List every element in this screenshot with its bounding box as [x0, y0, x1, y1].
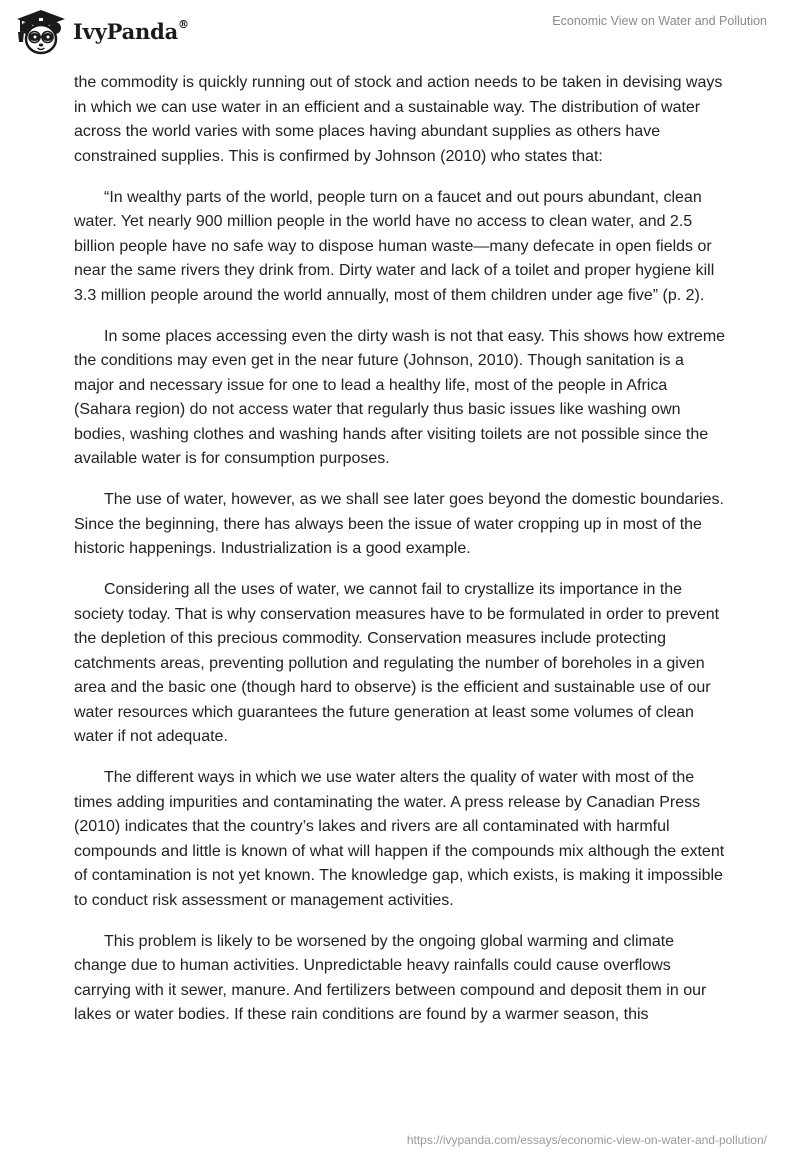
paragraph-1: the commodity is quickly running out of stock and action needs to be taken in devising ways in which we can use water in an efficient and a sustainable way. The distribution of water across the world varies with some places having abundant supplies as others have constrained supplies. This is confirmed by Johnson (2010) who states that:: [74, 74, 723, 165]
paragraph-7: This problem is likely to be worsened by the ongoing global warming and climate change due to human activities. Unpredictable heavy rainfalls could cause overflows carrying with it sewer, manure. And fertilizers between compound and deposit them in our lakes or water bodies. If these rain conditions are found by a warmer season, this: [74, 932, 707, 1023]
paragraph-3: In some places accessing even the dirty wash is not that easy. This shows how extreme the conditions may even get in the near future (Johnson, 2010). Though sanitation is a major and necessary issue for one to lead a healthy life, most of the people in Africa (Sahara region) do not access water that regularly thus basic issues like washing own bodies, washing clothes and washing hands after visiting toilets are not possible since the available water is for consumption purposes.: [74, 327, 726, 467]
paragraph-4: The use of water, however, as we shall see later goes beyond the domestic boundaries. Since the beginning, there has always been the issue of water cropping up in most of the historic happenings. Industrialization is a good example.: [74, 491, 724, 557]
brand-name: IvyPanda®: [73, 17, 189, 44]
source-url[interactable]: https://ivypanda.com/essays/economic-view-on-water-and-pollution/: [406, 1133, 767, 1147]
document-title: Economic View on Water and Pollution: [552, 14, 767, 28]
block-quote: “In wealthy parts of the world, people turn on a faucet and out pours abundant, clean water. Yet nearly 900 million people in the world have no access to clean water, and 2.5 billion people have no safe way to dispose human waste—many defecate in open fields or near the same rivers they drink from. Dirty water and lack of a toilet and proper hygiene kill 3.3 million people around the world annually, most of them children under age five” (p. 2).: [74, 188, 715, 304]
panda-graduation-cap-icon: [15, 8, 67, 56]
essay-body: [74, 71, 726, 1044]
page-header: [0, 0, 800, 64]
brand-logo[interactable]: [15, 8, 189, 56]
paragraph-6: The different ways in which we use water alters the quality of water with most of the times adding impurities and contaminating the water. A press release by Canadian Press (2010) indicates that the country’s lakes and rivers are all contaminated with harmful compounds and little is known of what will happen if the compounds mix although the extent of contamination is not yet known. The knowledge gap, which exists, is making it impossible to conduct risk assessment or management activities.: [74, 769, 725, 909]
paragraph-5: Considering all the uses of water, we cannot fail to crystallize its importance in the society today. That is why conservation measures have to be formulated in order to prevent the depletion of this precious commodity. Conservation measures include protecting catchments areas, preventing pollution and regulating the number of boreholes in a given area and the basic one (though hard to observe) is the efficient and sustainable use of our water resources which guarantees the future generation at least some volumes of clean water if not adequate.: [74, 581, 720, 745]
